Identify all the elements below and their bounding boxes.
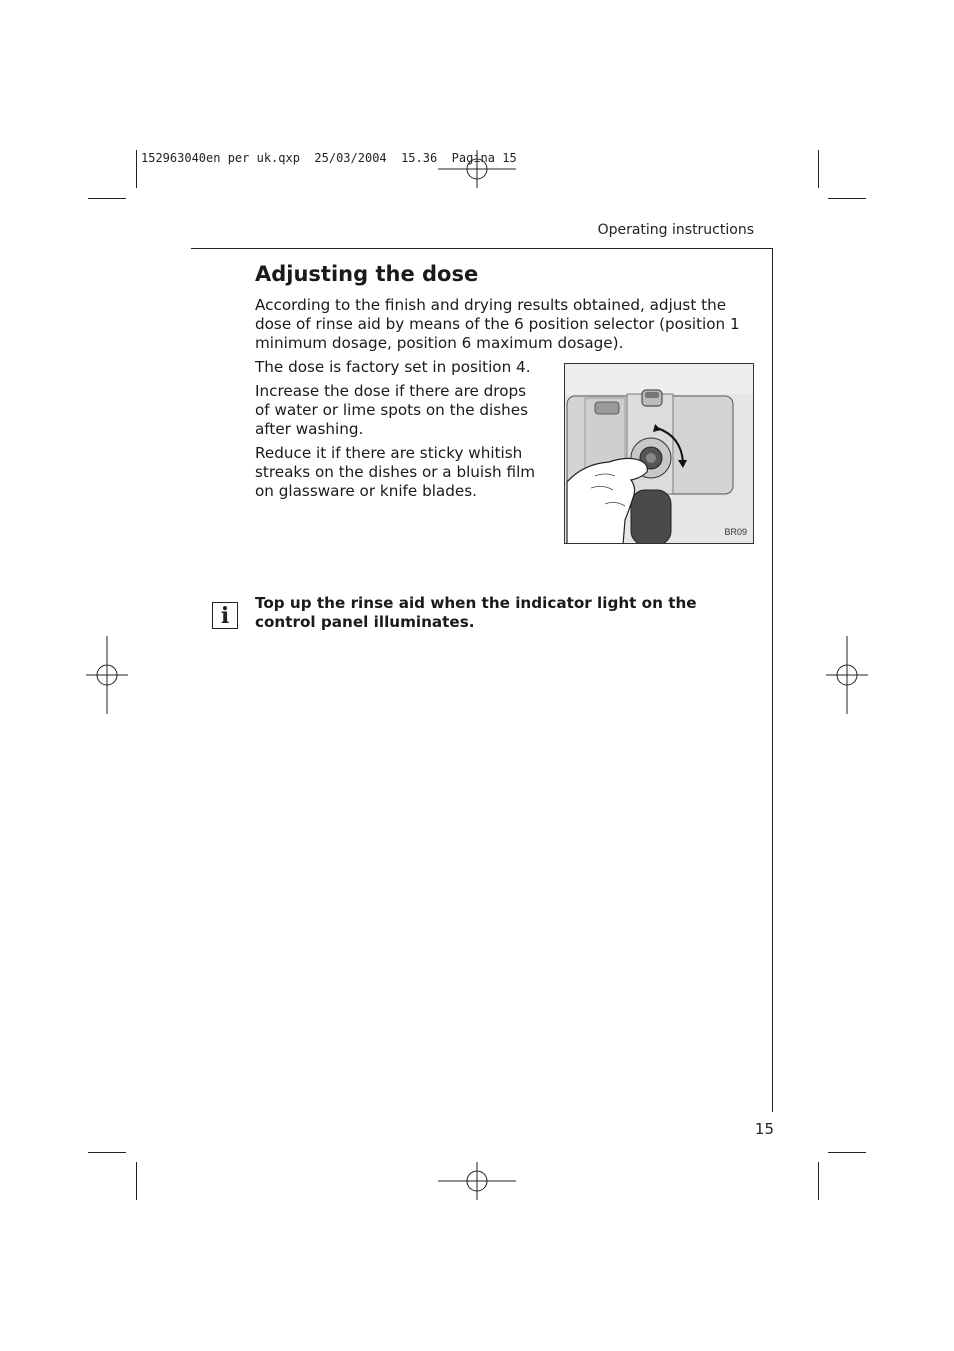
info-note: Top up the rinse aid when the indicator light on the control panel illuminates.	[255, 594, 697, 631]
registration-mark-right	[826, 636, 868, 714]
dose-selector-illustration	[564, 363, 754, 544]
print-slug: 152963040en per uk.qxp 25/03/2004 15.36 Pagina 15	[141, 151, 517, 165]
page-heading: Adjusting the dose	[255, 262, 479, 286]
paragraph-intro: According to the finish and drying results obtained, adjust the dose of rinse aid by means of the 6 position selector (position 1 minimum dosage, position 6 maximum dosage).	[255, 296, 740, 352]
paragraph-reduce: Reduce it if there are sticky whitish streaks on the dishes or a bluish film on glassware or knife blades.	[255, 444, 536, 500]
page-number: 15	[754, 1120, 774, 1138]
dose-selector-drawing	[565, 364, 754, 544]
figure-code: BR09	[724, 527, 747, 537]
paragraph-increase: Increase the dose if there are drops of water or lime spots on the dishes after washing.	[255, 382, 529, 438]
margin-rule	[772, 248, 773, 1112]
header-rule	[191, 248, 773, 249]
registration-mark-left	[86, 636, 128, 714]
info-icon: i	[212, 602, 238, 629]
section-title: Operating instructions	[597, 222, 754, 238]
paragraph-factory-setting: The dose is factory set in position 4.	[255, 358, 531, 376]
registration-mark-bottom	[438, 1160, 516, 1202]
